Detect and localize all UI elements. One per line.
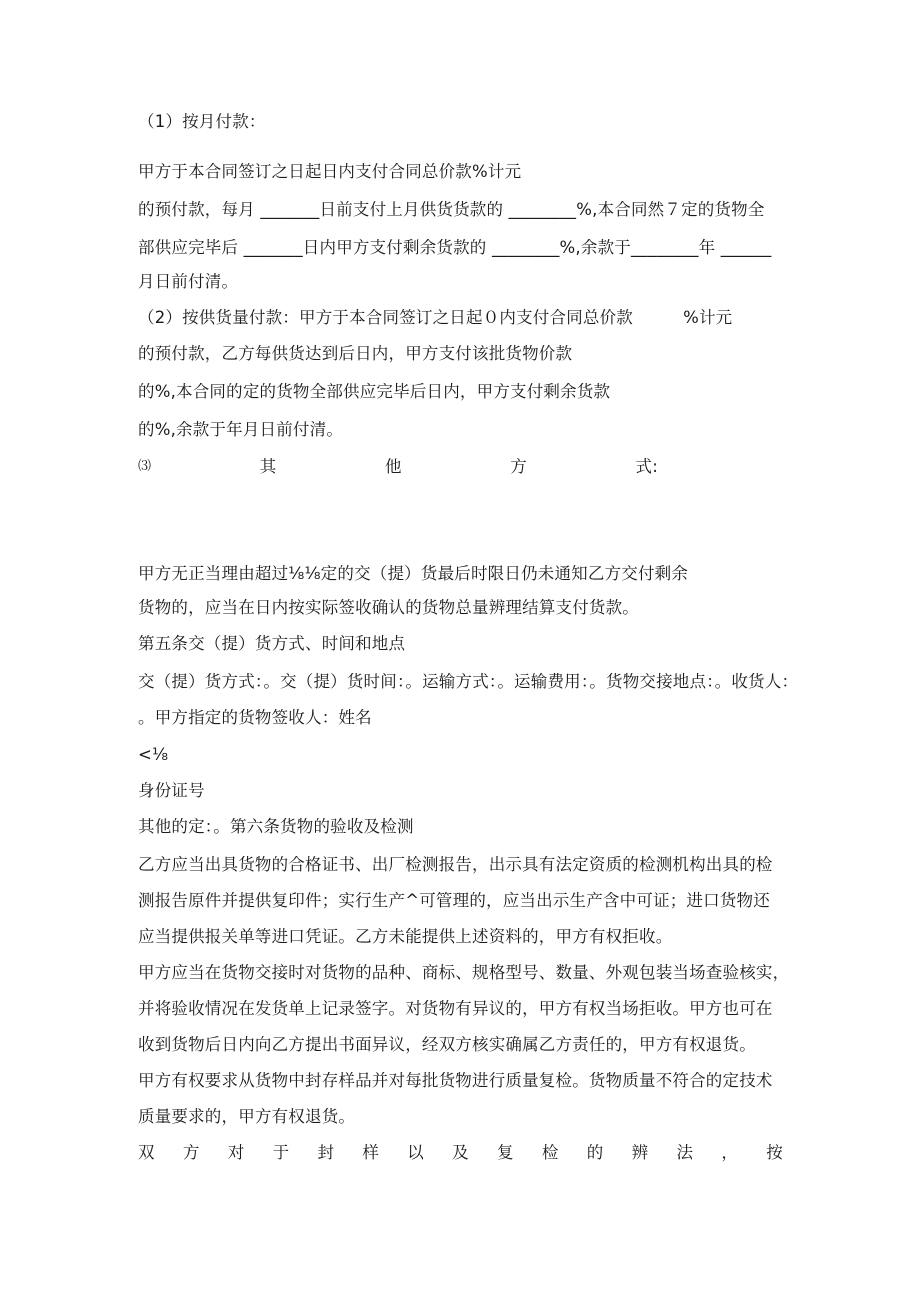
paragraph-line: 的%,本合同的定的货物全部供应完毕后日内，甲方支付剩余货款: [138, 382, 611, 401]
paragraph-line: 测报告原件并提供复印件；实行生产^可管理的，应当出示生产含中可证；进口货物还: [138, 891, 770, 910]
paragraph-line: 的%,余款于年月日前付清。: [138, 420, 344, 439]
article-five-heading: 第五条交（提）货方式、时间和地点: [138, 634, 406, 653]
clause-other-method: [138, 455, 658, 479]
paragraph-line: <⅛: [138, 745, 169, 764]
spaced-char: 于: [272, 1143, 290, 1162]
spaced-char: 以: [407, 1143, 424, 1162]
other-method-char: 他: [385, 457, 402, 476]
paragraph-line-spaced: [138, 1141, 783, 1165]
spaced-char: 法: [676, 1143, 694, 1162]
spaced-char: 及: [452, 1143, 469, 1162]
paragraph-line: 收到货物后日内向乙方提出书面异议，经双方核实确属乙方责任的，甲方有权退货。: [138, 1035, 756, 1054]
paragraph-line: 甲方有权要求从货物中封存样品并对每批货物进行质量复检。货物质量不符合的定技术: [138, 1071, 773, 1090]
paragraph-line: 的预付款，每月 _______日前支付上月供货货款的 ________%,本合同然７定的货物全: [138, 200, 765, 219]
spaced-char: 封: [317, 1143, 335, 1162]
other-method-char: 方: [510, 457, 527, 476]
other-method-char: ⑶: [138, 459, 152, 474]
spaced-char: 的: [586, 1143, 604, 1162]
spaced-char: ，: [721, 1143, 739, 1162]
spaced-char: 辨: [631, 1143, 649, 1162]
spaced-char: 检: [541, 1143, 559, 1162]
paragraph-line: 交（提）货方式：。交（提）货时间：。运输方式：。运输费用：。货物交接地点：。收货人：: [138, 672, 799, 691]
paragraph-line: 。甲方指定的货物签收人：姓名: [138, 708, 372, 727]
paragraph-line: 甲方应当在货物交接时对货物的品种、商标、规格型号、数量、外观包装当场查验核实，: [138, 963, 790, 982]
spaced-char: 双: [138, 1143, 155, 1162]
paragraph-line: 甲方无正当理由超过⅛⅛定的交（提）货最后时限日仍未通知乙方交付剩余: [138, 564, 689, 583]
other-method-char: 其: [259, 457, 277, 476]
paragraph-line: 质量要求的，甲方有权退货。: [138, 1107, 356, 1126]
paragraph-line: 应当提供报关单等进口凭证。乙方未能提供上述资料的，甲方有权拒收。: [138, 927, 673, 946]
spaced-char: 按: [766, 1143, 783, 1162]
paragraph-line: 货物的，应当在日内按实际签收确认的货物总量辨理结算支付货款。: [138, 598, 639, 617]
paragraph-line: 甲方于本合同签订之日起日内支付合同总价款%计元: [138, 162, 522, 181]
paragraph-line: 的预付款，乙方每供货达到后日内，甲方支付该批货物价款: [138, 344, 573, 363]
paragraph-line: 部供应完毕后 _______日内甲方支付剩余货款的 ________%,余款于________年 ______: [138, 238, 772, 257]
spaced-char: 复: [497, 1143, 514, 1162]
article-six-heading: 其他的定：。第六条货物的验收及检测: [138, 817, 414, 836]
spaced-char: 方: [182, 1143, 200, 1162]
other-method-char: 式:: [635, 457, 658, 476]
paragraph-line: 乙方应当出具货物的合格证书、出厂检测报告，出示具有法定资质的检测机构出具的检: [138, 855, 773, 874]
spaced-char: 样: [362, 1143, 380, 1162]
clause-volume-payment-heading: （2）按供货量付款：甲方于本合同签订之日起０内支付合同总价款 %计元: [138, 308, 733, 327]
spaced-char: 对: [227, 1143, 245, 1162]
paragraph-line: 身份证号: [138, 781, 205, 800]
paragraph-line: 月日前付清。: [138, 272, 239, 291]
paragraph-line: 并将验收情况在发货单上记录签字。对货物有异议的，甲方有权当场拒收。甲方也可在: [138, 999, 773, 1018]
clause-monthly-payment-heading: （1）按月付款：: [138, 112, 266, 131]
